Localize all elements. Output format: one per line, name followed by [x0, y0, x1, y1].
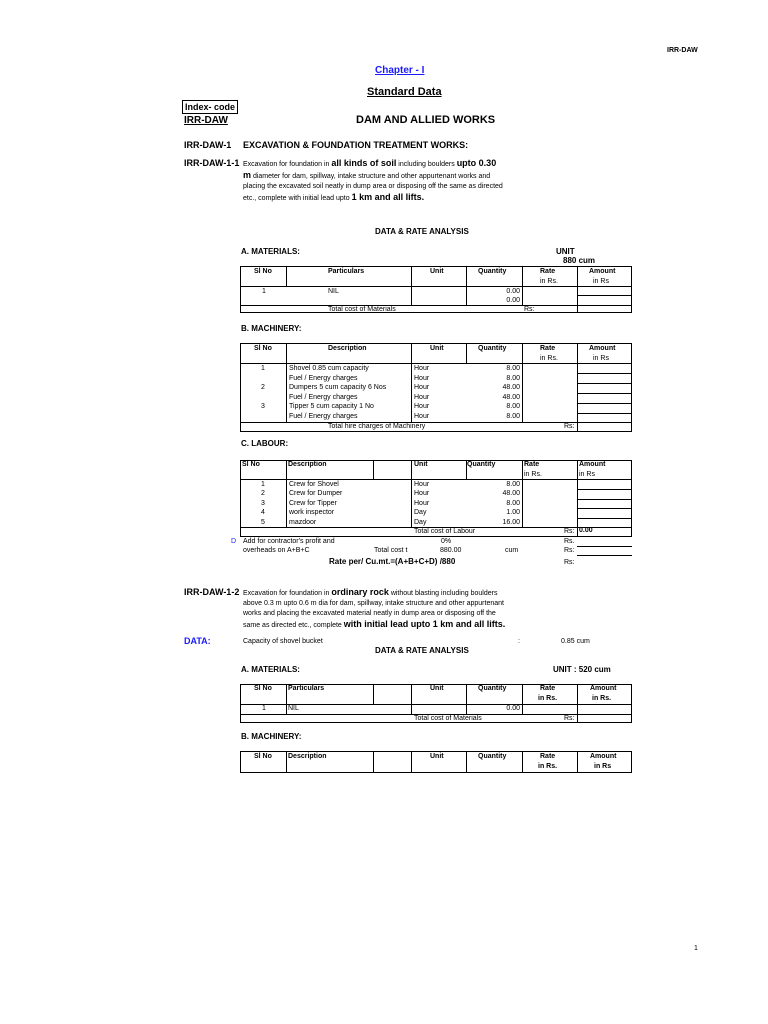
header-quantity: Quantity	[478, 345, 507, 352]
index-code-box: Index- code	[182, 100, 238, 114]
section-title: DAM AND ALLIED WORKS	[356, 114, 496, 126]
header-amount: Amount	[590, 753, 617, 760]
index-code: IRR-DAW	[184, 115, 228, 126]
table-cell-unit: Hour	[414, 413, 430, 420]
table-cell-qty: 8.00	[506, 365, 520, 372]
item2-data-value: 0.85 cum	[561, 638, 590, 645]
table-cell-particulars: NIL	[288, 705, 299, 712]
table-cell-sl: 1	[262, 705, 266, 712]
table-cell-desc: Crew for Tipper	[289, 500, 337, 507]
total-cost-label: Total cost t	[374, 547, 408, 554]
table-cell-unit: Hour	[414, 500, 430, 507]
header-description: Description	[328, 345, 367, 352]
profit-rs: Rs.	[564, 538, 575, 545]
item2-unit: UNIT : 520 cum	[553, 665, 611, 674]
header-unit: Unit	[430, 345, 444, 352]
header-rate: Rate	[524, 461, 540, 468]
table-cell-qty: 48.00	[502, 490, 520, 497]
table-cell-unit: Hour	[414, 365, 430, 372]
labour-total-value: 0.00	[579, 527, 593, 534]
subheader-rate: in Rs.	[538, 695, 558, 702]
header-unit: Unit	[430, 268, 444, 275]
item2-data-text: Capacity of shovel bucket	[243, 638, 323, 645]
table-cell-qty: 0.00	[506, 705, 520, 712]
table-cell-desc: Dumpers 5 cum capacity 6 Nos	[289, 384, 387, 391]
item1-analysis-title: DATA & RATE ANALYSIS	[375, 227, 469, 236]
materials-total-rs: Rs:	[564, 715, 575, 722]
item1-unit-label: UNIT	[556, 247, 575, 256]
table-cell-desc: Fuel / Energy charges	[289, 413, 358, 420]
materials-total-label: Total cost of Materials	[414, 715, 482, 722]
header-particulars: Particulars	[328, 268, 365, 275]
subheader-rate: in Rs.	[538, 763, 558, 770]
subheader-amount: in Rs	[579, 471, 595, 478]
header-sl-no: Sl No	[254, 345, 272, 352]
table-cell-qty: 8.00	[506, 413, 520, 420]
subsection-title: EXCAVATION & FOUNDATION TREATMENT WORKS:	[243, 140, 469, 150]
item1-unit-value: 880 cum	[563, 256, 596, 265]
table-cell-unit: Hour	[414, 490, 430, 497]
table-cell-desc: Fuel / Energy charges	[289, 394, 358, 401]
table-cell-sl: 4	[261, 509, 265, 516]
page-number: 1	[694, 945, 698, 952]
table-cell-unit: Hour	[414, 375, 430, 382]
total-cost-rs: Rs:	[564, 547, 575, 554]
rate-per-cum-rs: Rs:	[564, 559, 575, 566]
table-cell-qty: 8.00	[506, 481, 520, 488]
standard-data-title: Standard Data	[367, 86, 442, 98]
table-cell-unit: Hour	[414, 394, 430, 401]
header-rate: Rate	[540, 268, 556, 275]
header-rate: Rate	[540, 685, 556, 692]
header-sl-no: Sl No	[254, 753, 272, 760]
table-cell-unit: Hour	[414, 481, 430, 488]
item2-code: IRR-DAW-1-2	[184, 587, 240, 597]
header-rate: Rate	[540, 753, 556, 760]
item1-labour-title: C. LABOUR:	[241, 439, 289, 448]
table-cell-sl: 1	[262, 288, 266, 295]
subheader-rate: in Rs.	[540, 355, 558, 362]
item2-description: Excavation for foundation in ordinary rock without blasting including boulders above 0.3 m upto 0.6 m dia for dam, spillway, intake structure and other appurtenant works and placing the excavated material neatly in dump area or disposing off the same as directed etc., complete with initial lead upto 1 km and all lifts.	[243, 587, 506, 629]
item1-code: IRR-DAW-1-1	[184, 158, 240, 168]
item2-data-label: DATA:	[184, 636, 211, 646]
header-unit: Unit	[430, 753, 444, 760]
labour-total-rs: Rs:	[564, 528, 575, 535]
table-cell-desc: Shovel 0.85 cum capacity	[289, 365, 369, 372]
table-cell-qty: 8.00	[506, 403, 520, 410]
table-cell-sl: 2	[261, 384, 265, 391]
chapter-link[interactable]: Chapter - I	[375, 65, 425, 76]
table-cell-sl: 3	[261, 403, 265, 410]
machinery-total-rs: Rs:	[564, 423, 575, 430]
table-cell-desc: Fuel / Energy charges	[289, 375, 358, 382]
table-cell-unit: Hour	[414, 403, 430, 410]
table-cell-unit: Hour	[414, 384, 430, 391]
header-amount: Amount	[589, 268, 616, 275]
header-sl-no: Sl No	[242, 461, 260, 468]
table-cell-unit: Day	[414, 519, 427, 526]
header-amount: Amount	[579, 461, 606, 468]
machinery-total-label: Total hire charges of Machinery	[328, 423, 426, 430]
item2-data-colon: :	[518, 638, 520, 645]
profit-amount-line	[577, 546, 632, 547]
total-cost-amount-line	[577, 555, 632, 556]
header-quantity: Quantity	[478, 268, 507, 275]
header-unit: Unit	[414, 461, 428, 468]
table-cell-sl: 1	[261, 481, 265, 488]
table-cell-desc: Tipper 5 cum capacity 1 No	[289, 403, 374, 410]
subheader-amount: in Rs	[593, 355, 609, 362]
header-sl-no: Sl No	[254, 268, 272, 275]
materials-total-rs: Rs:	[524, 306, 535, 313]
subheader-rate: in Rs.	[540, 278, 558, 285]
profit-line1: Add for contractor's profit and	[243, 538, 335, 545]
header-description: Description	[288, 753, 327, 760]
table-cell-sl: 3	[261, 500, 265, 507]
header-quantity: Quantity	[478, 685, 507, 692]
header-unit: Unit	[430, 685, 444, 692]
subsection-code: IRR-DAW-1	[184, 140, 232, 150]
header-amount: Amount	[589, 345, 616, 352]
table-cell-sl: 1	[261, 365, 265, 372]
table-cell-sl: 5	[261, 519, 265, 526]
header-sl-no: Sl No	[254, 685, 272, 692]
table-cell-qty: 48.00	[502, 384, 520, 391]
profit-percent: 0%	[441, 538, 452, 545]
table-cell-desc: mazdoor	[289, 519, 317, 526]
table-cell-sl: 2	[261, 490, 265, 497]
item1-machinery-title: B. MACHINERY:	[241, 324, 302, 333]
total-cost-unit: cum	[505, 547, 519, 554]
total-cost-value: 880.00	[440, 547, 462, 554]
subheader-amount: in Rs	[593, 278, 609, 285]
table-cell-desc: Crew for Dumper	[289, 490, 343, 497]
item2-machinery-title: B. MACHINERY:	[241, 732, 302, 741]
table-cell-unit: Day	[414, 509, 427, 516]
header-description: Description	[288, 461, 327, 468]
header-quantity: Quantity	[467, 461, 496, 468]
table-cell-desc: work inspector	[289, 509, 335, 516]
table-cell-particulars: NIL	[328, 288, 339, 295]
table-cell-desc: Crew for Shovel	[289, 481, 339, 488]
item1-description: Excavation for foundation in all kinds of soil including boulders upto 0.30 m diameter for dam, spillway, intake structure and other appurtenant works and placing the excavated soil neatly in dump area or disposing off the same as directed etc., complete with initial lead upto 1 km and all lifts.	[243, 158, 503, 202]
subheader-rate: in Rs.	[524, 471, 542, 478]
table-cell-qty: 48.00	[502, 394, 520, 401]
profit-marker: D	[231, 538, 237, 545]
rate-per-cum-label: Rate per/ Cu.mt.=(A+B+C+D) /880	[329, 557, 456, 566]
table-cell-qty: 8.00	[506, 375, 520, 382]
subheader-amount: in Rs.	[592, 695, 612, 702]
table-cell-qty: 1.00	[506, 509, 520, 516]
header-rate: Rate	[540, 345, 556, 352]
subheader-amount: in Rs	[594, 763, 612, 770]
materials-total-label: Total cost of Materials	[328, 306, 396, 313]
profit-line2: overheads on A+B+C	[243, 547, 310, 554]
table-cell-qty: 0.00	[506, 297, 520, 304]
table-cell-qty: 8.00	[506, 500, 520, 507]
table-cell-qty: 0.00	[506, 288, 520, 295]
labour-total-label: Total cost of Labour	[414, 528, 476, 535]
item1-materials-title: A. MATERIALS:	[241, 247, 300, 256]
item2-materials-title: A. MATERIALS:	[241, 665, 300, 674]
header-quantity: Quantity	[478, 753, 507, 760]
header-amount: Amount	[590, 685, 617, 692]
page-code: IRR-DAW	[667, 47, 698, 54]
header-particulars: Particulars	[288, 685, 325, 692]
table-cell-qty: 16.00	[502, 519, 520, 526]
item2-analysis-title: DATA & RATE ANALYSIS	[375, 646, 469, 655]
